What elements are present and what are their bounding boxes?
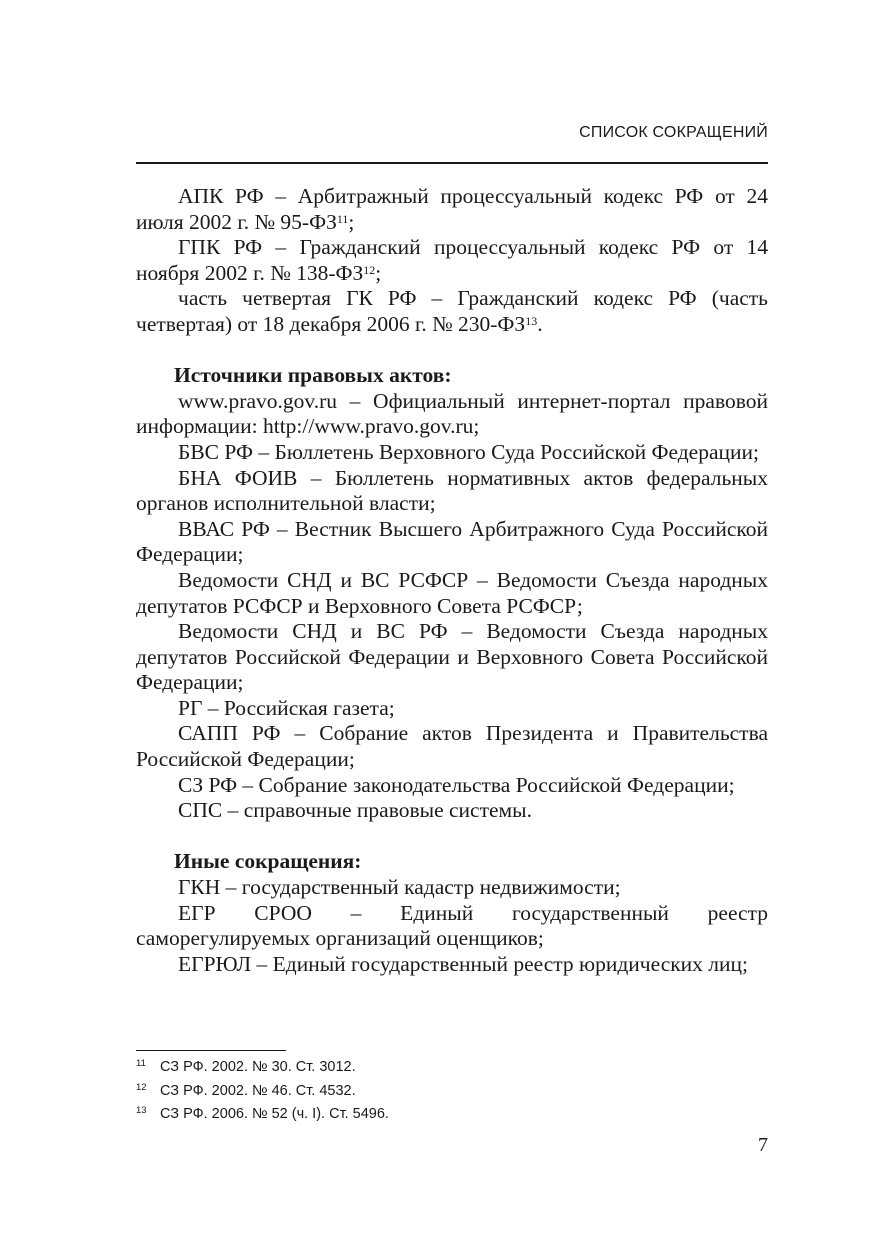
footnote-text: СЗ РФ. 2002. № 30. Ст. 3012. — [160, 1059, 356, 1075]
source-entry: СЗ РФ – Собрание законодательства Российской Федерации; — [178, 772, 735, 797]
source-entry: www.pravo.gov.ru – Официальный интернет-портал правовой информации: http://www.pravo.gov.ru; — [136, 388, 768, 439]
footnote-ref: 12 — [363, 262, 376, 277]
footnote-number: 12 — [136, 1081, 147, 1093]
source-entry: САПП РФ – Собрание актов Президента и Правительства Российской Федерации; — [136, 721, 768, 772]
code-entry: часть четвертая ГК РФ – Гражданский кодекс РФ (часть четвертая) от 18 декабря 2006 г. № 230-ФЗ$^{13}$. — [136, 286, 768, 336]
page-number: 7 — [758, 1134, 768, 1156]
footnote — [136, 1103, 768, 1127]
source-entry: РГ – Российская газета; — [178, 695, 395, 720]
source-entry: Ведомости СНД и ВС РФ – Ведомости Съезда народных депутатов Российской Федерации и Верховного Совета Российской Федерации; — [136, 619, 768, 695]
footnote-ref: 11 — [336, 211, 349, 226]
footnote-number: 11 — [136, 1058, 146, 1069]
other-entry: ГКН – государственный кадастр недвижимости; — [178, 875, 621, 900]
code-entry: ГПК РФ – Гражданский процессуальный кодекс РФ от 14 ноября 2002 г. № 138-ФЗ$^{12}$; — [136, 235, 768, 285]
footnote-text: СЗ РФ. 2002. № 46. Ст. 4532. — [160, 1082, 356, 1099]
source-entry: ВВАС РФ – Вестник Высшего Арбитражного Суда Российской Федерации; — [136, 516, 768, 567]
footnote-ref: 13 — [525, 313, 538, 328]
running-head: СПИСОК СОКРАЩЕНИЙ — [579, 124, 768, 141]
source-entry: БНА ФОИВ – Бюллетень нормативных актов федеральных органов исполнительной власти; — [136, 465, 768, 516]
main-text — [136, 184, 768, 977]
other-entry: ЕГРЮЛ – Единый государственный реестр юридических лиц; — [178, 951, 749, 976]
footnotes — [136, 1056, 768, 1127]
footnote-number: 13 — [136, 1105, 147, 1117]
footnote-text: СЗ РФ. 2006. № 52 (ч. I). Ст. 5496. — [160, 1106, 389, 1123]
footnote — [136, 1056, 768, 1080]
header-rule — [136, 162, 768, 164]
section-heading-sources: Источники правовых актов: — [174, 363, 452, 388]
section-heading-other: Иные сокращения: — [174, 849, 362, 874]
footnote-rule — [136, 1050, 286, 1051]
source-entry: Ведомости СНД и ВС РСФСР – Ведомости Съезда народных депутатов РСФСР и Верховного Совета РСФСР; — [136, 567, 768, 618]
footnote — [136, 1080, 768, 1104]
source-entry: БВС РФ – Бюллетень Верховного Суда Российской Федерации; — [178, 439, 760, 464]
other-entry: ЕГР СРОО – Единый государственный реестр саморегулируемых организаций оценщиков; — [136, 900, 768, 951]
source-entry: СПС – справочные правовые системы. — [178, 798, 532, 823]
code-entry: АПК РФ – Арбитражный процессуальный кодекс РФ от 24 июля 2002 г. № 95-ФЗ$^{11}$; — [136, 184, 768, 234]
